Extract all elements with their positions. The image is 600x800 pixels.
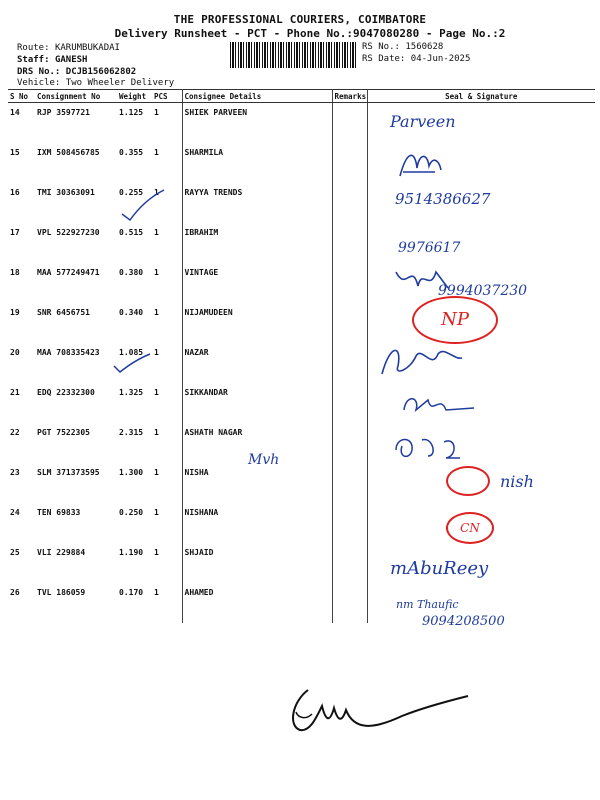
row-weight: 0.255 (119, 188, 144, 197)
row-sno: 19 (10, 308, 20, 317)
row-pcs: 1 (152, 103, 182, 144)
row-pcs: 1 (152, 343, 182, 383)
rs-date-value: 04-Jun-2025 (410, 54, 471, 64)
row-pcs: 1 (152, 303, 182, 343)
row-pcs: 1 (152, 263, 182, 303)
col-consignee: Consignee Details (182, 90, 332, 103)
row-consignment: PGT 7522305 (37, 428, 90, 437)
stamp-row-23 (446, 466, 490, 496)
row-weight: 0.380 (119, 268, 144, 277)
col-remarks: Remarks (332, 90, 367, 103)
signature-row-26-phone: 9094208500 (422, 614, 505, 629)
row-pcs: 1 (152, 503, 182, 543)
row-consignment: TEN 69833 (37, 508, 81, 517)
row-consignee: VINTAGE (182, 263, 332, 303)
row-remarks (332, 223, 367, 263)
row-remarks (332, 583, 367, 623)
row-sno: 23 (10, 468, 20, 477)
route-line (17, 43, 120, 53)
row-weight: 2.315 (119, 428, 144, 437)
signature-row-15 (395, 148, 445, 182)
signature-row-18 (392, 262, 452, 298)
table-row (8, 583, 595, 623)
row-weight: 1.325 (119, 388, 144, 397)
row-sno: 21 (10, 388, 20, 397)
table-row (8, 423, 595, 463)
table-row (8, 383, 595, 423)
signature-row-26-name: nm Thaufic (396, 598, 459, 611)
row-pcs: 1 (152, 143, 182, 183)
row-pcs: 1 (152, 223, 182, 263)
row-consignee: SHARMILA (182, 143, 332, 183)
staff-line (17, 55, 87, 65)
table-row (8, 103, 595, 144)
row-consignee: IBRAHIM (182, 223, 332, 263)
drs-line (17, 67, 136, 77)
table-row (8, 183, 595, 223)
row-remarks (332, 383, 367, 423)
row-weight: 0.340 (119, 308, 144, 317)
row-remarks (332, 463, 367, 503)
row-remarks (332, 103, 367, 144)
rs-no-line (362, 42, 443, 52)
row-consignment: SNR 6456751 (37, 308, 90, 317)
row-pcs: 1 (152, 463, 182, 503)
rs-date-label: RS Date: (362, 54, 406, 64)
staff-label: Staff: (17, 55, 50, 65)
table-row (8, 223, 595, 263)
row-consignee: NISHANA (182, 503, 332, 543)
row-consignment: TVL 186059 (37, 588, 86, 597)
row-pcs: 1 (152, 543, 182, 583)
row-remarks (332, 343, 367, 383)
row-consignee: RAYYA TRENDS (182, 183, 332, 223)
row-consignee: NAZAR (182, 343, 332, 383)
row-remarks (332, 303, 367, 343)
row-remarks (332, 143, 367, 183)
row-consignment: MAA 577249471 (37, 268, 100, 277)
row-consignee: AHAMED (182, 583, 332, 623)
row-sno: 22 (10, 428, 20, 437)
staff-value: GANESH (54, 55, 88, 65)
row-consignee: NISHA (182, 463, 332, 503)
row-consignee: ASHATH NAGAR (182, 423, 332, 463)
col-seal: Seal & Signature (367, 90, 595, 103)
tick-mark-row-16 (118, 188, 168, 224)
row-consignment: VLI 229884 (37, 548, 86, 557)
vehicle-line (17, 78, 174, 88)
row-consignment: RJP 3597721 (37, 108, 90, 117)
row-consignment: IXM 508456785 (37, 148, 100, 157)
col-consignment: Consignment No (35, 90, 117, 103)
signature-row-20 (376, 340, 466, 380)
row-consignment: EDQ 22332300 (37, 388, 95, 397)
runsheet-table (8, 89, 595, 623)
rs-date-line (362, 54, 470, 64)
runsheet-subtitle: Delivery Runsheet - PCT - Phone No.:9047080280 - Page No.:2 (114, 27, 506, 40)
row-consignee: SHIEK PARVEEN (182, 103, 332, 144)
row-sno: 14 (10, 108, 20, 117)
staff-signature (282, 682, 472, 742)
signature-row-23: nish (500, 472, 534, 491)
row-consignment: TMI 30363091 (37, 188, 95, 197)
rs-no-label: RS No.: (362, 42, 400, 52)
vehicle-label: Vehicle: (17, 78, 61, 88)
row-pcs: 1 (152, 183, 182, 223)
signature-row-21 (398, 390, 478, 420)
row-sno: 20 (10, 348, 20, 357)
table-row (8, 503, 595, 543)
row-pcs: 1 (152, 583, 182, 623)
phone-row-17: 9976617 (398, 240, 461, 256)
vehicle-value: Two Wheeler Delivery (65, 78, 175, 88)
row-remarks (332, 263, 367, 303)
row-consignee: SHJAID (182, 543, 332, 583)
row-pcs: 1 (152, 383, 182, 423)
row-consignee: SIKKANDAR (182, 383, 332, 423)
signature-row-25: mAbuReey (390, 558, 489, 579)
drs-label: DRS No.: (17, 67, 61, 77)
phone-row-16: 9514386627 (395, 190, 491, 208)
row-weight: 1.085 (119, 348, 144, 357)
row-weight: 1.190 (119, 548, 144, 557)
note-row-22: Mvh (248, 452, 280, 468)
barcode (230, 42, 358, 68)
table-row (8, 343, 595, 383)
row-remarks (332, 543, 367, 583)
table-row (8, 303, 595, 343)
col-sno: S No (8, 90, 35, 103)
row-sno: 18 (10, 268, 20, 277)
phone-row-18: 9994037230 (438, 283, 528, 299)
row-remarks (332, 183, 367, 223)
route-value: KARUMBUKADAI (54, 43, 120, 53)
row-consignment: SLM 371373595 (37, 468, 100, 477)
row-remarks (332, 503, 367, 543)
row-sno: 16 (10, 188, 20, 197)
row-sno: 24 (10, 508, 20, 517)
row-pcs: 1 (152, 423, 182, 463)
row-weight: 0.170 (119, 588, 144, 597)
row-sno: 26 (10, 588, 20, 597)
route-label: Route: (17, 43, 50, 53)
row-weight: 0.355 (119, 148, 144, 157)
stamp-row-24: CN (446, 512, 494, 544)
stamp-row-19: NP (412, 296, 498, 344)
row-consignment: VPL 522927230 (37, 228, 100, 237)
row-remarks (332, 423, 367, 463)
row-sno: 15 (10, 148, 20, 157)
col-pcs: PCS (152, 90, 182, 103)
company-title: THE PROFESSIONAL COURIERS, COIMBATORE (173, 13, 427, 26)
tick-mark-row-20 (110, 352, 154, 378)
row-consignment: MAA 708335423 (37, 348, 100, 357)
signature-row-22 (392, 432, 472, 462)
table-row (8, 543, 595, 583)
signature-row-14: Parveen (390, 112, 456, 131)
row-weight: 1.300 (119, 468, 144, 477)
table-header (8, 90, 595, 103)
row-sno: 17 (10, 228, 20, 237)
row-sno: 25 (10, 548, 20, 557)
row-weight: 1.125 (119, 108, 144, 117)
table-row (8, 143, 595, 183)
row-consignee: NIJAMUDEEN (182, 303, 332, 343)
col-weight: Weight (117, 90, 152, 103)
row-weight: 0.250 (119, 508, 144, 517)
row-weight: 0.515 (119, 228, 144, 237)
rs-no-value: 1560628 (405, 42, 444, 52)
drs-value: DCJB156062802 (65, 67, 137, 77)
